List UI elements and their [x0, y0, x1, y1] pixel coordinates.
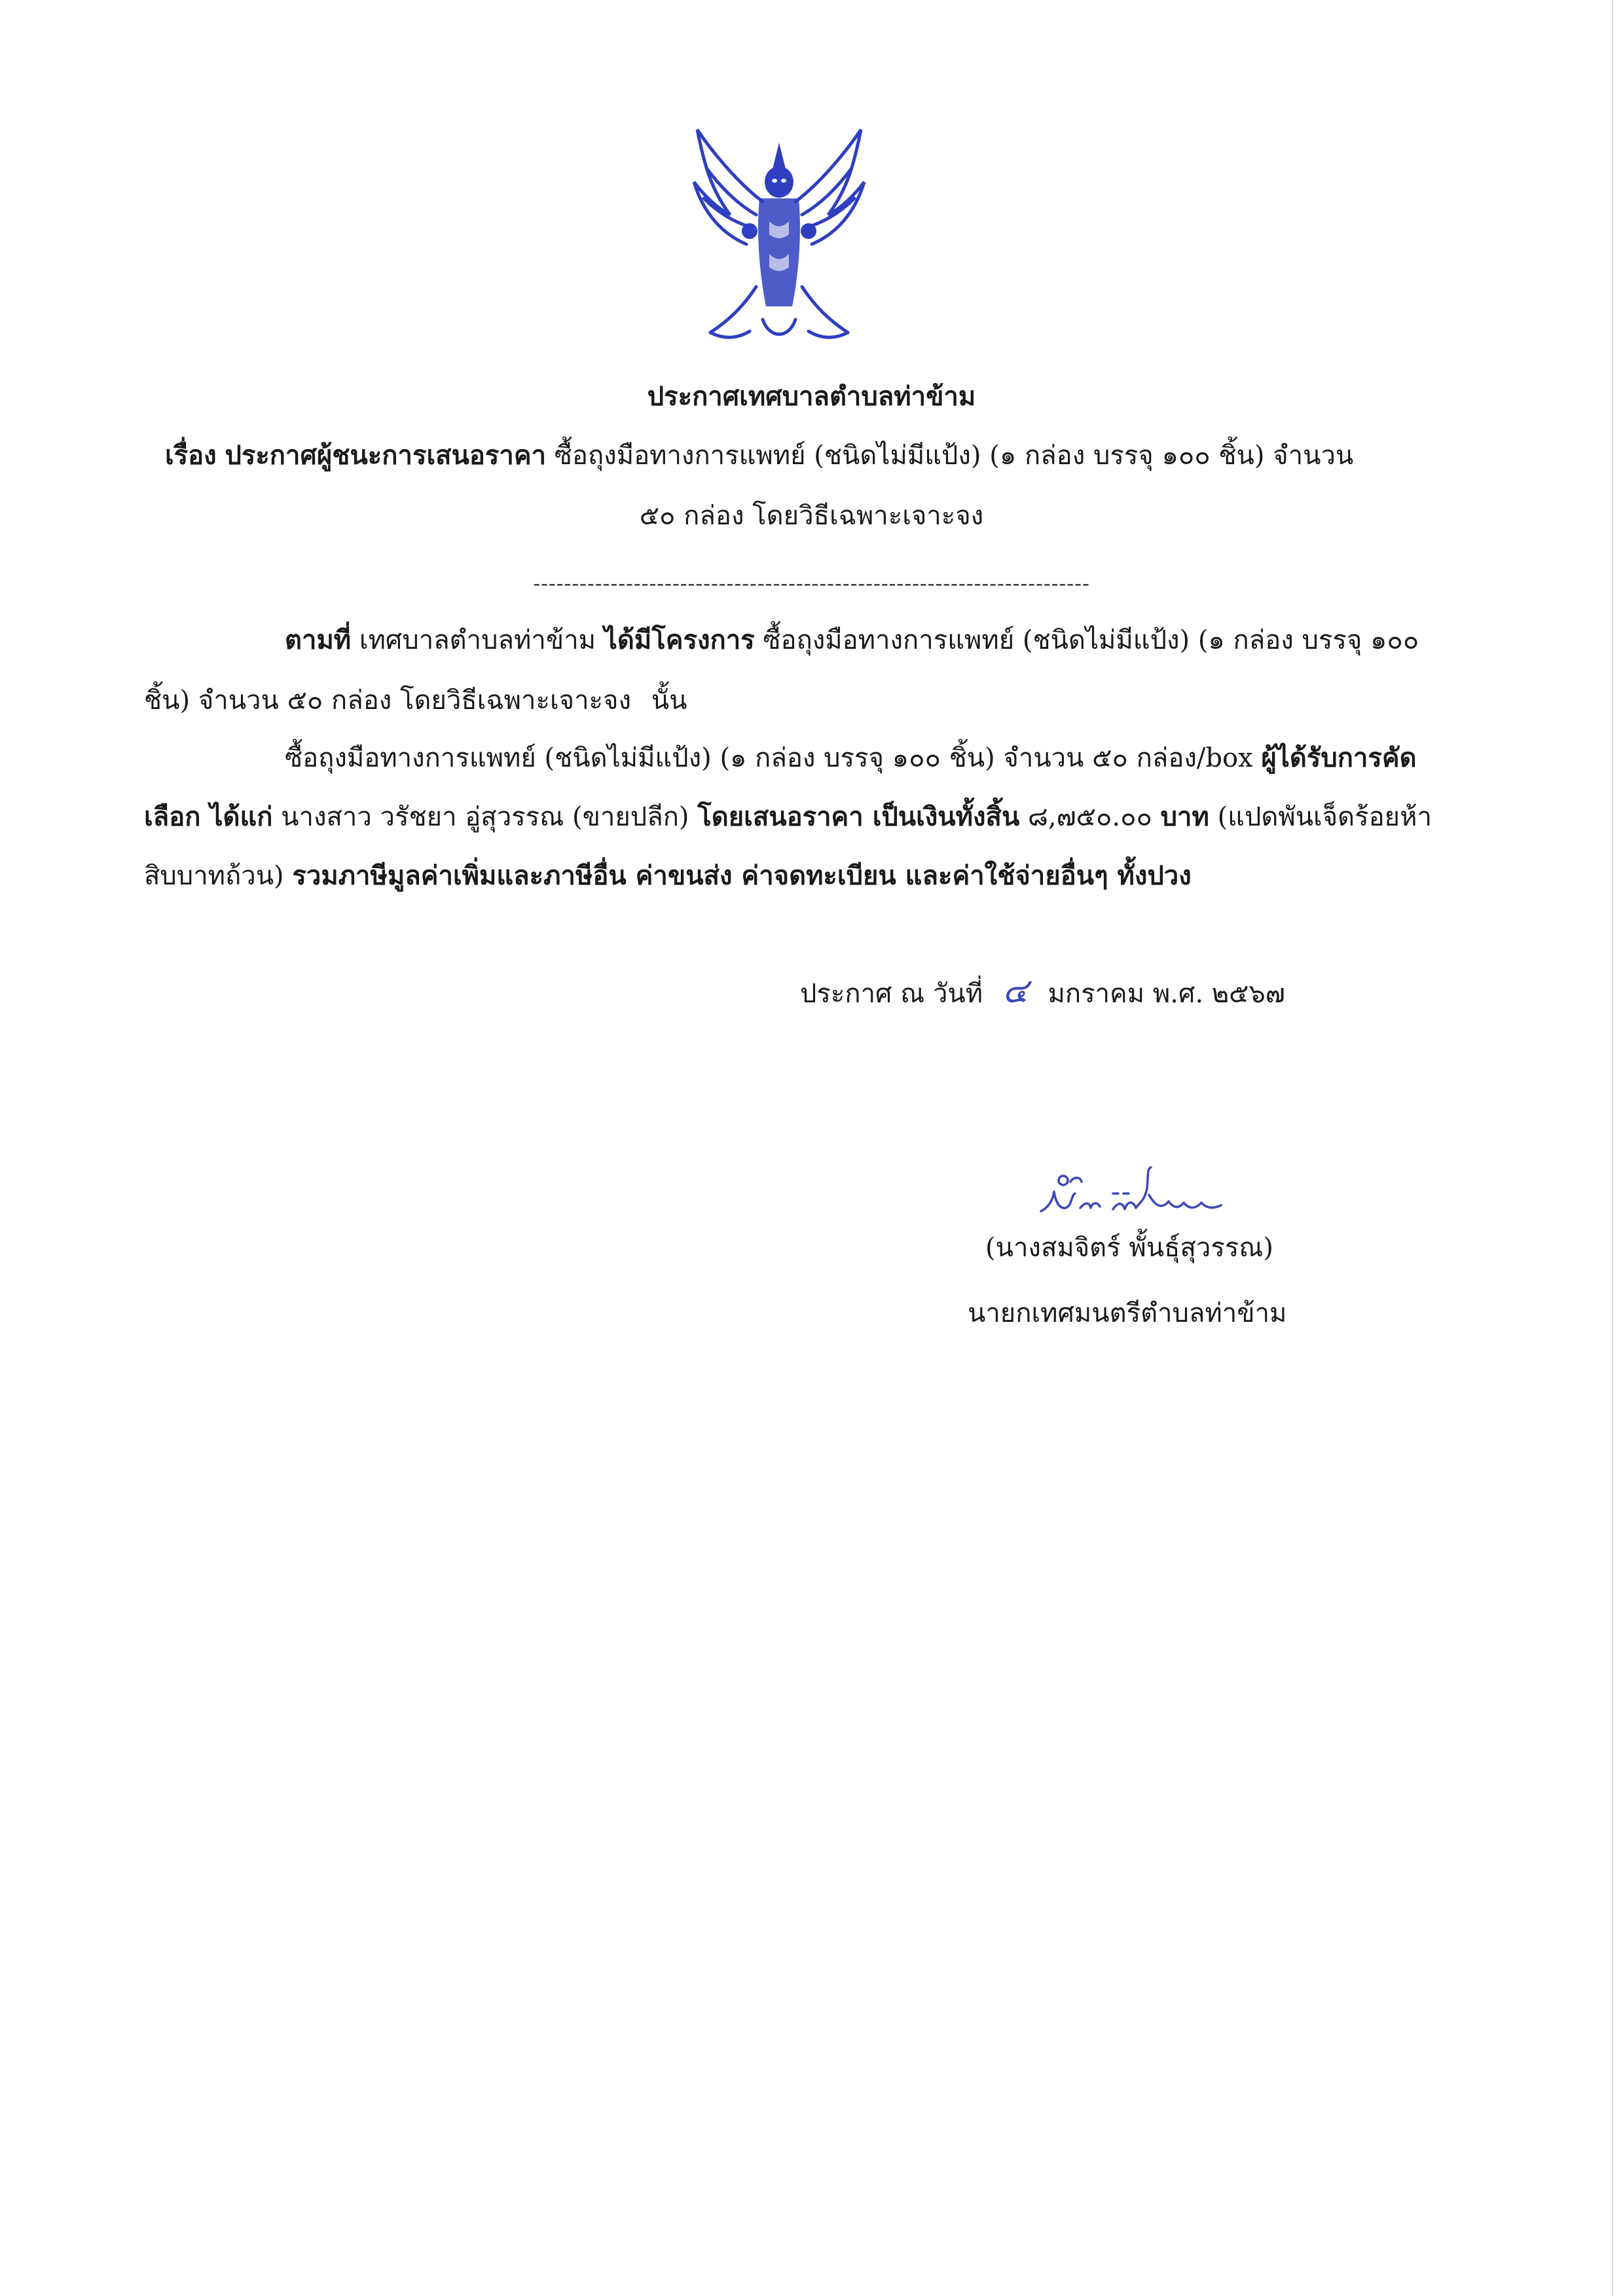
p2-line1-text: ซื้อถุงมือทางการแพทย์ (ชนิดไม่มีแป้ง) (๑ กล่อง บรรจุ ๑๐๐ ชิ้น) จำนวน ๕๐ กล่อง/box	[285, 743, 1253, 773]
p1-line2-text: ชิ้น) จำนวน ๕๐ กล่อง โดยวิธีเฉพาะเจาะจง	[144, 685, 632, 716]
handwritten-signature-icon	[1034, 1162, 1237, 1228]
document-title: ประกาศเทศบาลตำบลท่าข้าม	[647, 381, 976, 412]
p2-amount-words: (แปดพันเจ็ดร้อยห้า	[1217, 802, 1432, 832]
subject-rest: ซื้อถุงมือทางการแพทย์ (ชนิดไม่มีแป้ง) (๑ กล่อง บรรจุ ๑๐๐ ชิ้น) จำนวน	[554, 441, 1354, 471]
p2-price-label: โดยเสนอราคา เป็นเงินทั้งสิ้น	[697, 801, 1020, 832]
p1-project-label: ได้มีโครงการ	[604, 625, 755, 655]
paragraph-2-line-1	[285, 741, 1417, 775]
announcement-date	[800, 974, 1285, 1011]
subject-bold: ประกาศผู้ชนะการเสนอราคา	[225, 440, 547, 471]
subject-line-2: ๕๐ กล่อง โดยวิธีเฉพาะเจาะจง	[639, 501, 984, 531]
p2-inclusions: รวมภาษีมูลค่าเพิ่มและภาษีอื่น ค่าขนส่ง ค่าจดทะเบียน และค่าใช้จ่ายอื่นๆ ทั้งปวง	[292, 860, 1192, 891]
separator-line: ------------------------------------------------------------------------	[533, 571, 1090, 596]
paragraph-1-line-2	[144, 683, 687, 718]
p1-lead: ตามที่	[285, 625, 352, 655]
p1-org: เทศบาลตำบลท่าข้าม	[359, 625, 596, 655]
signatory-name: (นางสมจิตร์ พั้นธุ์สุวรรณ)	[985, 1233, 1274, 1263]
p1-line2-end: นั้น	[651, 685, 687, 716]
subject-line-1	[165, 439, 1353, 473]
p2-price-amount: ๘,๗๕๐.๐๐	[1028, 802, 1152, 832]
p1-project-text: ซื้อถุงมือทางการแพทย์ (ชนิดไม่มีแป้ง) (๑ กล่อง บรรจุ ๑๐๐	[763, 625, 1419, 655]
paragraph-1-line-1	[285, 623, 1419, 657]
announcement-prefix: ประกาศ ณ วันที่	[800, 979, 983, 1009]
announcement-day: ๔	[1002, 972, 1029, 1011]
p2-amount-words-end: สิบบาทถ้วน)	[144, 861, 284, 891]
announcement-month-year: มกราคม พ.ศ. ๒๕๖๗	[1048, 979, 1285, 1009]
p2-winner-name: นางสาว วรัชยา อู่สุวรรณ (ขายปลีก)	[281, 802, 689, 832]
paragraph-2-line-2	[144, 800, 1432, 834]
garuda-emblem-icon	[684, 123, 874, 352]
p2-line1-bold: ผู้ได้รับการคัด	[1261, 742, 1417, 773]
page-edge	[1612, 0, 1613, 2296]
paragraph-2-line-3	[144, 859, 1192, 893]
subject-label: เรื่อง	[165, 440, 217, 471]
p2-currency: บาท	[1160, 801, 1209, 832]
signatory-position: นายกเทศมนตรีตำบลท่าข้าม	[968, 1298, 1287, 1328]
p2-winner-label: เลือก ได้แก่	[144, 801, 273, 832]
